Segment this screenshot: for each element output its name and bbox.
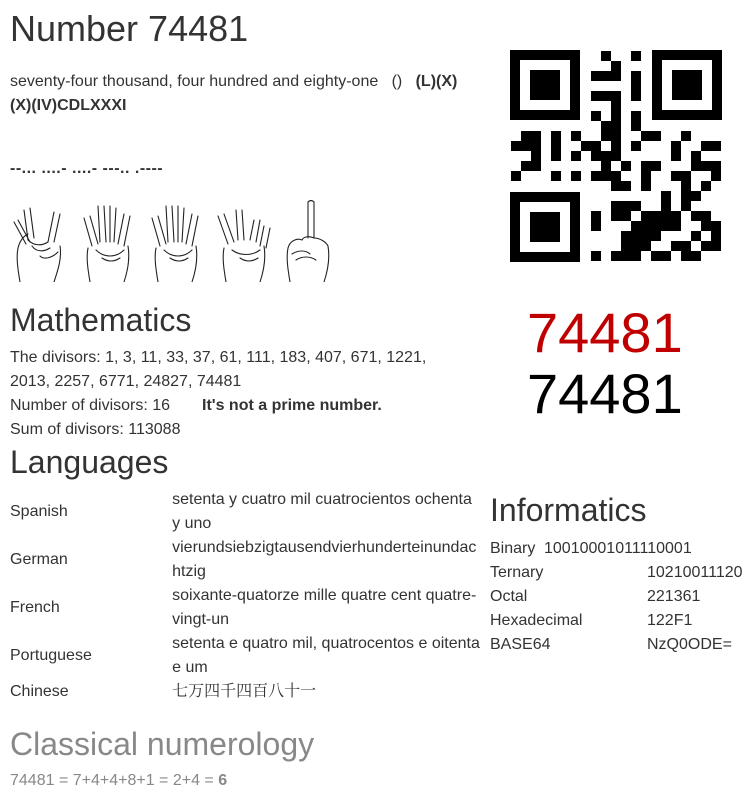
qr-module: [671, 171, 681, 181]
qr-module: [611, 171, 621, 181]
language-value: soixante-quatorze mille quatre cent quatre-vingt-un: [172, 587, 477, 628]
qr-module: [521, 131, 531, 141]
qr-module: [711, 141, 721, 151]
qr-module: [521, 141, 531, 151]
qr-module: [611, 181, 621, 191]
qr-module: [651, 231, 661, 241]
qr-module: [651, 161, 661, 171]
words-parens: (): [391, 73, 403, 90]
qr-module: [611, 101, 621, 111]
qr-module: [591, 221, 601, 231]
sign-language-hands: [10, 200, 330, 282]
qr-module: [601, 91, 611, 101]
qr-module: [661, 251, 671, 261]
qr-module: [611, 71, 621, 81]
qr-module: [621, 161, 631, 171]
qr-module: [611, 121, 621, 131]
language-row: [10, 632, 480, 680]
qr-module: [631, 221, 641, 231]
qr-module: [641, 211, 651, 221]
qr-module: [631, 111, 641, 121]
qr-module: [571, 171, 581, 181]
qr-module: [601, 51, 611, 61]
language-name: Chinese: [10, 683, 69, 700]
language-row: [10, 536, 480, 584]
qr-module: [681, 191, 691, 201]
qr-module: [641, 231, 651, 241]
divisors-line-1: The divisors: 1, 3, 11, 33, 37, 61, 111, 183, 407, 671, 1221,: [10, 349, 427, 366]
qr-module: [611, 201, 621, 211]
qr-module: [551, 141, 561, 151]
big-number-red: 74481: [527, 301, 683, 364]
mathematics-heading: Mathematics: [10, 302, 192, 338]
languages-heading: Languages: [10, 444, 169, 480]
qr-module: [661, 201, 671, 211]
qr-module: [711, 161, 721, 171]
hand-sign-eight-icon: [214, 200, 274, 282]
qr-module: [511, 171, 521, 181]
hand-sign-one-icon: [278, 200, 338, 282]
language-name: German: [10, 551, 68, 568]
qr-module: [641, 221, 651, 231]
qr-module: [651, 221, 661, 231]
qr-module: [701, 181, 711, 191]
language-value: vierundsiebzigtausendvierhunderteinundachtzig: [172, 539, 477, 580]
qr-module: [691, 161, 701, 171]
divisors-line-2: 2013, 2257, 6771, 24827, 74481: [10, 373, 242, 390]
qr-module: [601, 71, 611, 81]
qr-module: [551, 151, 561, 161]
qr-module: [521, 161, 531, 171]
qr-module: [691, 211, 701, 221]
octal-label: Octal: [490, 588, 528, 605]
qr-module: [621, 231, 631, 241]
qr-module: [641, 131, 651, 141]
qr-module: [631, 241, 641, 251]
qr-module: [641, 181, 651, 191]
qr-module: [601, 171, 611, 181]
qr-module: [531, 131, 541, 141]
qr-module: [661, 211, 671, 221]
qr-module: [611, 111, 621, 121]
qr-module: [711, 171, 721, 181]
qr-module: [671, 141, 681, 151]
qr-module: [631, 91, 641, 101]
numerology-expr: 74481 = 7+4+4+8+1 = 2+4 =: [10, 772, 214, 789]
qr-module: [611, 61, 621, 71]
qr-module: [691, 231, 701, 241]
qr-module: [671, 241, 681, 251]
qr-module: [631, 71, 641, 81]
qr-module: [591, 111, 601, 121]
qr-module: [591, 91, 601, 101]
qr-module: [711, 221, 721, 231]
binary-value: 10010001011110001: [544, 540, 692, 557]
base64-label: BASE64: [490, 636, 551, 653]
big-number-black: 74481: [527, 362, 683, 425]
language-name: French: [10, 599, 60, 616]
qr-module: [691, 191, 701, 201]
qr-module: [631, 51, 641, 61]
qr-module: [701, 161, 711, 171]
language-row: [10, 680, 480, 704]
qr-module: [671, 221, 681, 231]
sum-of-divisors: Sum of divisors: 113088: [10, 421, 181, 438]
base64-value: NzQ0ODE=: [647, 636, 732, 653]
qr-module: [681, 171, 691, 181]
language-value: setenta y cuatro mil cuatrocientos ochenta y uno: [172, 491, 472, 532]
qr-module: [661, 191, 671, 201]
qr-module: [591, 141, 601, 151]
qr-module: [621, 201, 631, 211]
qr-module: [601, 151, 611, 161]
qr-module: [631, 121, 641, 131]
ternary-value: 10210011120: [647, 564, 743, 581]
qr-module: [671, 151, 681, 161]
language-value: setenta e quatro mil, quatrocentos e oitenta e um: [172, 635, 480, 676]
qr-module: [581, 141, 591, 151]
words-text: seventy-four thousand, four hundred and eighty-one: [10, 73, 379, 90]
qr-module: [641, 171, 651, 181]
qr-module: [601, 161, 611, 171]
morse-code: --... ....- ....- ---.. .----: [10, 160, 164, 177]
number-of-divisors: Number of divisors: 16: [10, 397, 171, 414]
qr-module: [601, 131, 611, 141]
language-value: 七万四千四百八十一: [172, 683, 317, 700]
qr-module: [641, 161, 651, 171]
binary-label: Binary: [490, 540, 536, 557]
informatics-heading: Informatics: [490, 492, 647, 528]
octal-value: 221361: [647, 588, 701, 605]
qr-module: [621, 181, 631, 191]
qr-module: [691, 251, 701, 261]
qr-module: [611, 141, 621, 151]
qr-module: [611, 91, 621, 101]
qr-code: [510, 50, 722, 262]
qr-module: [671, 211, 681, 221]
hand-sign-seven-icon: [10, 200, 70, 282]
qr-module: [631, 141, 641, 151]
numerology-heading: Classical numerology: [10, 726, 315, 762]
qr-module: [591, 211, 601, 221]
qr-module: [621, 241, 631, 251]
qr-module: [661, 221, 671, 231]
qr-module: [681, 251, 691, 261]
qr-module: [691, 151, 701, 161]
hand-sign-four-icon: [78, 200, 138, 282]
qr-module: [611, 251, 621, 261]
qr-module: [611, 211, 621, 221]
language-name: Portuguese: [10, 647, 92, 664]
language-row: [10, 584, 480, 632]
qr-module: [711, 231, 721, 241]
number-in-words: [10, 70, 470, 118]
qr-module: [631, 201, 641, 211]
qr-module: [611, 131, 621, 141]
qr-module: [591, 71, 601, 81]
qr-module: [621, 211, 631, 221]
hexadecimal-value: 122F1: [647, 612, 693, 629]
qr-module: [701, 141, 711, 151]
qr-module: [611, 151, 621, 161]
page-title: Number 74481: [10, 8, 249, 49]
ternary-label: Ternary: [490, 564, 544, 581]
qr-module: [551, 131, 561, 141]
qr-module: [651, 211, 661, 221]
qr-module: [551, 171, 561, 181]
qr-module: [511, 141, 521, 151]
roman-numeral: (L)(X)(X)(IV)CDLXXXI: [10, 73, 458, 114]
qr-module: [681, 131, 691, 141]
qr-module: [681, 181, 691, 191]
qr-module: [681, 201, 691, 211]
qr-module: [631, 231, 641, 241]
qr-module: [651, 251, 661, 261]
qr-module: [701, 211, 711, 221]
numerology-result: 6: [218, 772, 228, 789]
qr-module: [631, 81, 641, 91]
qr-module: [591, 251, 601, 261]
qr-module: [531, 151, 541, 161]
qr-module: [641, 241, 651, 251]
prime-status: It's not a prime number.: [202, 397, 382, 414]
qr-module: [531, 141, 541, 151]
qr-module: [701, 241, 711, 251]
qr-module: [711, 241, 721, 251]
numerology-expression: [10, 772, 227, 790]
qr-module: [651, 131, 661, 141]
qr-module: [571, 131, 581, 141]
hexadecimal-label: Hexadecimal: [490, 612, 583, 629]
language-name: Spanish: [10, 503, 68, 520]
qr-module: [681, 241, 691, 251]
qr-module: [631, 251, 641, 261]
qr-module: [701, 221, 711, 231]
qr-module: [531, 161, 541, 171]
qr-module: [601, 121, 611, 131]
qr-module: [571, 151, 581, 161]
hand-sign-four-icon: [146, 200, 206, 282]
qr-module: [621, 251, 631, 261]
qr-module: [591, 171, 601, 181]
language-row: [10, 488, 480, 536]
qr-module: [591, 151, 601, 161]
languages-table: [10, 488, 480, 704]
